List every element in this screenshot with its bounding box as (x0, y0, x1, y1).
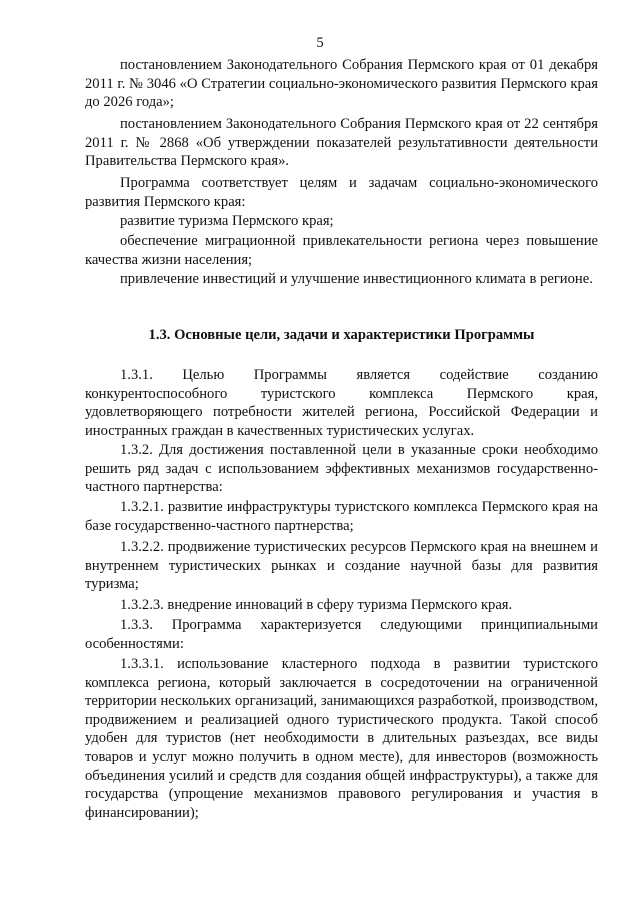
section-paragraph-1-block (85, 366, 598, 440)
intro-paragraph-2: постановлением Законодательного Собрания Пермского края от 22 сентября 2011 г. № 2868 «Об утверждении показателей результативности деятельности Правительства Пермского края». (85, 116, 598, 170)
section-paragraph-2-block (85, 441, 598, 497)
intro-paragraph-3: Программа соответствует целям и задачам социально-экономического развития Пермского края: (85, 175, 598, 210)
section-paragraph-7: 1.3.3.1. использование кластерного подхода в развитии туристского комплекса региона, который заключается в сосредоточении на ограниченной территории нескольких организаций, занимающихся разработкой, производством, продвижением и реализацией одного туристического продукта. Такой способ удобен для туристов (нет необходимости в длительных разъездах, все виды товаров и услуг можно получить в одном месте), для инвесторов (возможность объединения усилий и средств для создания общей инфраструктуры), а также для государства (упрощение механизмов правового регулирования и участия в финансировании); (85, 656, 598, 821)
intro-paragraph-2-block (85, 115, 598, 171)
section-paragraph-3-block (85, 498, 598, 535)
section-paragraph-7-block (85, 655, 598, 822)
intro-paragraph-6-block (85, 270, 598, 289)
section-paragraph-4: 1.3.2.2. продвижение туристических ресурсов Пермского края на внешнем и внутреннем туристических рынках и создание научной базы для развития туризма; (85, 539, 598, 593)
section-paragraph-5-block (85, 596, 598, 615)
section-paragraph-3: 1.3.2.1. развитие инфраструктуры туристского комплекса Пермского края на базе государственно-частного партнерства; (85, 499, 598, 534)
intro-paragraph-4-block (85, 212, 598, 231)
section-heading: 1.3. Основные цели, задачи и характеристики Программы (148, 327, 535, 343)
section-paragraph-1: 1.3.1. Целью Программы является содействие созданию конкурентоспособного туристского комплекса Пермского края, удовлетворяющего потребности жителей региона, Российской Федерации и иностранных граждан в качественных туристических услугах. (85, 367, 598, 439)
section-paragraph-4-block (85, 538, 598, 594)
intro-paragraph-4: развитие туризма Пермского края; (120, 213, 334, 229)
intro-paragraph-1: постановлением Законодательного Собрания Пермского края от 01 декабря 2011 г. № 3046 «О Стратегии социально-экономического развития Пермского края до 2026 года»; (85, 57, 598, 111)
intro-paragraph-3-block (85, 174, 598, 211)
section-paragraph-2: 1.3.2. Для достижения поставленной цели в указанные сроки необходимо решить ряд задач с использованием эффективных механизмов государственно-частного партнерства: (85, 442, 598, 496)
intro-paragraph-5-block (85, 232, 598, 269)
intro-paragraph-1-block (85, 56, 598, 112)
page-number: 5 (316, 35, 324, 51)
section-paragraph-6: 1.3.3. Программа характеризуется следующими принципиальными особенностями: (85, 617, 598, 652)
section-paragraph-5: 1.3.2.3. внедрение инноваций в сферу туризма Пермского края. (120, 597, 513, 613)
intro-paragraph-6: привлечение инвестиций и улучшение инвестиционного климата в регионе. (120, 271, 593, 287)
section-paragraph-6-block (85, 616, 598, 653)
intro-paragraph-5: обеспечение миграционной привлекательности региона через повышение качества жизни населения; (85, 233, 598, 268)
